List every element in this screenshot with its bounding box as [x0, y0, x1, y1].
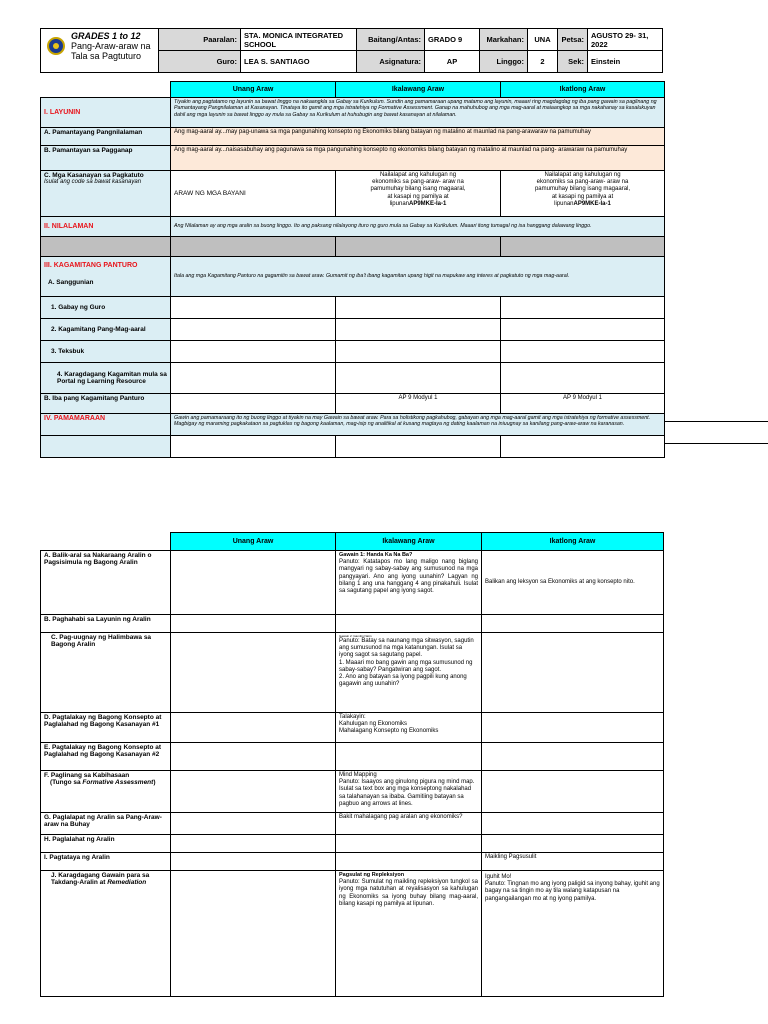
markahan-label: Markahan:	[480, 29, 528, 51]
school-logo	[47, 37, 65, 55]
paglalahat-day2	[336, 835, 482, 853]
baitang-label: Baitang/Antas:	[357, 29, 425, 51]
guro-value: LEA S. SANTIAGO	[241, 51, 357, 73]
sek-value: Einstein	[588, 51, 663, 73]
pamantayan-pagganap-label: B. Pamantayan sa Pagganap	[41, 146, 171, 171]
pamantayan-pagganap-text: Ang mag-aaral ay...naisasabuhay ang pagunawa sa mga pangunahing konsepto ng ekonomiks bilang batayan ng matalino at maunlad na pang- arawaraw na pamumuhay	[171, 146, 665, 171]
teksbuk-day1	[171, 341, 336, 363]
kagamitang-day3	[501, 319, 665, 341]
day3-header-p2: Ikatlong Araw	[482, 533, 664, 551]
iba-day2: AP 9 Modyul 1	[336, 394, 501, 414]
talakayin-label: Talakayin:	[339, 714, 366, 720]
pag-uugnay-day1	[171, 633, 336, 713]
pamantayang-pangnilalaman-text: Ang mag-aaral ay...may pag-unawa sa mga pangunahing konsepto ng Ekonomiks bilang batayan ng matalino at maunlad na pang-arawaraw na pamumuhay	[171, 128, 665, 146]
kasanayan-day2-line: ekonomiks sa pang-araw- araw na	[372, 179, 464, 186]
pag-uugnay-day3	[482, 633, 664, 713]
gabay-day3	[501, 297, 665, 319]
paglinang-label	[41, 771, 171, 813]
day2-header-p2: Ikalawang Araw	[336, 533, 482, 551]
paglinang-main: F. Paglinang sa Kabihasaan	[44, 772, 130, 779]
gawain2-q2: 2. Ano ang batayan sa iyong pagpili kung anong gagawin ang uunahin?	[339, 674, 467, 688]
mind-mapping-title: Mind Mapping	[339, 772, 377, 778]
pagtalakay1-label: D. Pagtalakay ng Bagong Konsepto at Paglalahad ng Bagong Kasanayan #1	[41, 713, 171, 743]
karagdagang-gawain-main: J. Karagdagang Gawain para sa Takdang-Aralin at	[51, 872, 150, 887]
nilalaman-blank-day1	[171, 237, 336, 257]
nilalaman-label: II. NILALAMAN	[41, 217, 171, 237]
kagamitang-mag-aaral-label: 2. Kagamitang Pang-Mag-aaral	[41, 319, 171, 341]
mind-mapping-text: Panuto: Isaayos ang ginulong pigura ng mind map. Isulat sa text box ang mga konseptong nakalahad sa talahanayan sa ibaba. Gamitiing batayan sa pagbuo ang arrows at lines.	[339, 779, 475, 807]
balik-aral-day2	[336, 551, 482, 615]
teksbuk-label: 3. Teksbuk	[41, 341, 171, 363]
kagamitang-day1	[171, 319, 336, 341]
guro-label: Guro:	[159, 51, 241, 73]
day3-header: Ikatlong Araw	[501, 82, 665, 98]
kasanayan-day3	[501, 171, 665, 217]
paglalahat-label: H. Paglalahat ng Aralin	[41, 835, 171, 853]
kasanayan-label: C. Mga Kasanayan sa Pagkatuto	[44, 172, 144, 179]
kagamitan-label: III. KAGAMITANG PANTURO	[44, 262, 138, 269]
paglinang-day2	[336, 771, 482, 813]
gawain2-q1: 1. Maaari mo bang gawin ang mga sumusunod ng sabay-sabay? Pangatwiran ang sagot.	[339, 659, 473, 673]
teksbuk-day3	[501, 341, 665, 363]
kasanayan-day2-code: AP9MKE-Ia-1	[409, 200, 447, 207]
kasanayan-day2-line: at kasapi ng pamilya at	[387, 193, 449, 200]
gabay-day2	[336, 297, 501, 319]
paglinang-pre: (Tungo sa	[50, 779, 83, 787]
paaralan-value: STA. MONICA INTEGRATED SCHOOL	[241, 29, 357, 51]
petsa-value: AGUSTO 29- 31, 2022	[588, 29, 663, 51]
paglalapat-day3	[482, 813, 664, 835]
karagdagang-day2	[336, 363, 501, 394]
paglalapat-label: G. Paglalapat ng Aralin sa Pang-Araw-araw na Buhay	[41, 813, 171, 835]
teksbuk-day2	[336, 341, 501, 363]
dll-title-line2: Pang-Araw-araw na	[71, 41, 151, 51]
karagdagang-day3	[501, 363, 665, 394]
repleksiyon-title: Pagsulat ng Repleksiyon	[339, 872, 405, 878]
pagtataya-day2	[336, 853, 482, 871]
pag-uugnay-label: C. Pag-uugnay ng Halimbawa sa Bagong Aralin	[41, 633, 171, 713]
layunin-text: Tiyakin ang pagtatamo ng layunin sa bawat linggo na nakaangkla sa Gabay sa Kurikulum. Sundin ang pamamaraan upang matamo ang layunin, maaari ring magdagdag ng iba pang gawain sa paglinang ng Pamantayang Pangnilalaman at Kasanayan. Tinataya ito gamit ang mga istratehiya ng Formative Assessment. Ganap na mahuhubog ang mga mag-aaral at maiaangkop sa mga nakahanay sa kasalukuyan dahil ang mga layunin sa bawat linggo ay mula sa Gabay sa Kurikulum at huhubugin ang bawat kasanayan at nilalaman.	[171, 98, 665, 128]
pagtalakay2-label: E. Pagtalakay ng Bagong Konsepto at Paglalahad ng Bagong Kasanayan #2	[41, 743, 171, 771]
dll-title-line3: Tala sa Pagtuturo	[71, 51, 142, 61]
paghahabi-day3	[482, 615, 664, 633]
kasanayan-day3-line: Nailalapat ang kahulugan ng	[544, 172, 621, 178]
paghahabi-label: B. Paghahabi sa Layunin ng Aralin	[41, 615, 171, 633]
pagtalakay1-day2	[336, 713, 482, 743]
iba-day3: AP 9 Modyul 1	[501, 394, 665, 414]
pagtalakay1-day1	[171, 713, 336, 743]
pagtataya-label: I. Pagtataya ng Aralin	[41, 853, 171, 871]
paglalapat-day1	[171, 813, 336, 835]
pagtalakay2-day1	[171, 743, 336, 771]
karagdagang-gawain-day2	[336, 871, 482, 997]
iba-pang-kagamitan-label: B. Iba pang Kagamitang Panturo	[41, 394, 171, 414]
kasanayan-cell	[41, 171, 171, 217]
dll-brand-cell	[41, 29, 159, 73]
pamamaraan-blank-day3	[501, 436, 665, 458]
pamamaraan-blank-day2	[336, 436, 501, 458]
iba-day1	[171, 394, 336, 414]
pagtataya-day3: Maikling Pagsusulit	[482, 853, 664, 871]
karagdagang-kagamitan-label: 4. Karagdagang Kagamitan mula sa Portal ng Learning Resource	[41, 363, 171, 394]
iguhit-text: Panuto: Tingnan mo ang iyong paligid sa inyong bahay, iguhit ang bagay na sa tingin mo ay tila walang katapusan na pangangailangan mo at ng iyong pamilya.	[485, 881, 660, 902]
sanggunian-label: A. Sanggunian	[48, 279, 94, 287]
pamamaraan-text: Gawin ang pamamaraang ito ng buong linggo at tiyakin na may Gawain sa bawat araw. Para sa holistikong pagkahubog, gabayan ang mga mag-aaral gamit ang mga istratehiya ng formative assessment. Magbigay ng maraming pagkakataon sa pagtuklas ng bagong kaalaman, mag-isip ng analitikal at kusang magtaya ng dating kaalaman na iniuugnay sa kanilang pang-araw-araw na karanasan.	[171, 414, 665, 436]
pag-uugnay-day2	[336, 633, 482, 713]
repleksiyon-text: Panuto: Sumulat ng maikling repleksiyon tungkol sa iyong mga natutuhan at reyalisasyon sa kahulugan ng Ekonomiks sa iyong buhay bilang mag-aaral, bilang kasapi ng pamilya at lipunan.	[339, 879, 478, 907]
asignatura-label: Asignatura:	[357, 51, 425, 73]
day1-header: Unang Araw	[171, 82, 336, 98]
pamamaraan-blank-label	[41, 436, 171, 458]
pagtataya-day1	[171, 853, 336, 871]
kasanayan-day1: ARAW NG MGA BAYANI	[171, 171, 336, 217]
kasanayan-day2-pre: lipunan	[389, 200, 409, 207]
plan-table-part2	[40, 532, 664, 997]
layunin-label: I. LAYUNIN	[41, 98, 171, 128]
balik-aral-label: A. Balik-aral sa Nakaraang Aralin o Pagsisimula ng Bagong Aralin	[41, 551, 171, 615]
paglinang-post: )	[153, 779, 156, 787]
gabay-day1	[171, 297, 336, 319]
markahan-value: UNA	[528, 29, 558, 51]
paglinang-day3	[482, 771, 664, 813]
pagtalakay1-day3	[482, 713, 664, 743]
paghahabi-day1	[171, 615, 336, 633]
paglalahat-day1	[171, 835, 336, 853]
kasanayan-day3-pre: lipunan	[554, 200, 574, 207]
nilalaman-blank-day2	[336, 237, 501, 257]
karagdagang-gawain-day3	[482, 871, 664, 997]
paglalahat-day3	[482, 835, 664, 853]
overflow-line	[664, 421, 768, 422]
kasanayan-day3-line: pamumuhay bilang isang magaaral,	[534, 186, 631, 193]
karagdagang-gawain-label	[41, 871, 171, 997]
pamamaraan-blank-day1	[171, 436, 336, 458]
baitang-value: GRADO 9	[425, 29, 480, 51]
karagdagang-gawain-day1	[171, 871, 336, 997]
paglinang-day1	[171, 771, 336, 813]
talakayin-item2: Mahalagang Konsepto ng Ekonomiks	[339, 728, 439, 735]
sek-label: Sek:	[558, 51, 588, 73]
kasanayan-sub: Isulat ang code sa bawat kasanayan	[44, 179, 142, 186]
kagamitan-text: Itala ang mga Kagamitang Panturo na gagamitin sa bawat araw. Gumamit ng iba't ibang kagamitan upang higit na mapukaw ang interes at pagkatuto ng mga mag-aaral.	[171, 257, 665, 297]
kasanayan-day3-line: ekonomiks sa pang-araw- araw na	[536, 179, 629, 186]
day1-header-p2: Unang Araw	[171, 533, 336, 551]
pagtalakay2-day2	[336, 743, 482, 771]
pamamaraan-label: IV. PAMAMARAAN	[41, 414, 171, 436]
paglalapat-day2: Bakit mahalagang pag aralan ang ekonomiks?	[336, 813, 482, 835]
karagdagang-gawain-em: Remediation	[107, 879, 147, 887]
balik-aral-day3: Balikan ang leksyon sa Ekonomiks at ang konsepto nito.	[482, 551, 664, 615]
pagtalakay2-day3	[482, 743, 664, 771]
gawain1-title: Gawain 1: Handa Ka Na Ba?	[339, 552, 413, 558]
kagamitang-day2	[336, 319, 501, 341]
plan-table-part1	[40, 81, 665, 458]
overflow-line	[664, 443, 768, 444]
paglinang-em: Formative Assessment	[82, 779, 154, 787]
nilalaman-blank-label	[41, 237, 171, 257]
asignatura-value: AP	[425, 51, 480, 73]
kasanayan-day3-code: AP9MKE-Ia-1	[573, 200, 611, 207]
kasanayan-day2	[336, 171, 501, 217]
dll-grades-title: GRADES 1 to 12	[71, 31, 141, 41]
iguhit-title: Iguhit Mo!	[485, 874, 512, 880]
kasanayan-day2-line: Nailalapat ang kahulugan ng	[379, 172, 457, 178]
linggo-value: 2	[528, 51, 558, 73]
gawain1-text: Panuto: Katatapos mo lang maligo nang biglang mangyari ng sabay-sabay ang sumusunod na mga pangyayari. Ano ang iyong uunahin? Lagyan ng bilang 1 ang una hanggang 4 ang pinakahuli. Isulat sa sagutang papel ang iyong sagot.	[339, 559, 478, 595]
kagamitan-cell	[41, 257, 171, 297]
talakayin-item1: Kahulugan ng Ekonomiks	[339, 721, 408, 728]
karagdagang-day1	[171, 363, 336, 394]
dll-header	[40, 28, 662, 72]
petsa-label: Petsa:	[558, 29, 588, 51]
nilalaman-text: Ang Nilalaman ay ang mga aralin sa buong linggo. Ito ang paksang nilalayong ituro ng guro mula sa Gabay sa Kurikulum. Maaari itong tumagal ng isa hanggang dalawang linggo.	[171, 217, 665, 237]
day2-header: Ikalawang Araw	[336, 82, 501, 98]
balik-aral-day1	[171, 551, 336, 615]
gawain2-text: Panuto: Batay sa naunang mga sitwasyon, sagutin ang sumusunod na mga katanungan. Isulat sa iyong sagot sa sagutang papel.	[339, 638, 474, 659]
kasanayan-day2-line: pamumuhay bilang isang magaaral,	[370, 186, 466, 193]
nilalaman-blank-day3	[501, 237, 665, 257]
pamantayang-pangnilalaman-label: A. Pamantayang Pangnilalaman	[41, 128, 171, 146]
linggo-label: Linggo:	[480, 51, 528, 73]
gabay-label: 1. Gabay ng Guro	[41, 297, 171, 319]
paghahabi-day2	[336, 615, 482, 633]
kasanayan-day3-line: at kasapi ng pamilya at	[551, 193, 614, 200]
paaralan-label: Paaralan:	[159, 29, 241, 51]
gawain2-title: Gawain 2: Gamitin Natin	[339, 634, 372, 638]
